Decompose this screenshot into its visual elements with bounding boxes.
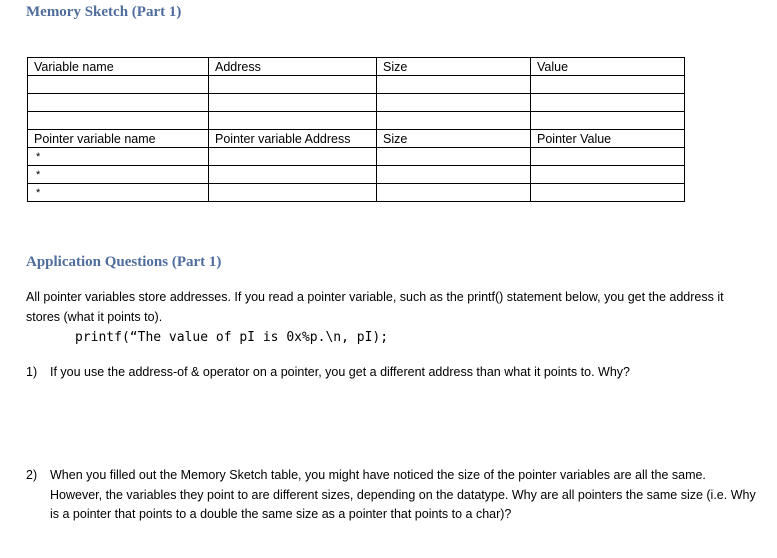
pointer-value-cell[interactable] (531, 166, 685, 184)
value-cell[interactable] (531, 76, 685, 94)
question-1 (26, 363, 756, 383)
header-address: Address (209, 58, 377, 76)
value-cell[interactable] (531, 112, 685, 130)
table-row (28, 184, 685, 202)
question-2 (26, 466, 756, 525)
header-value: Value (531, 58, 685, 76)
question-text: When you filled out the Memory Sketch table, you might have noticed the size of the pointer variables are all the same. However, the variables they point to are different sizes, depending on the datatype. Why are all pointers the same size (i.e. Why is a pointer that points to a double the same size as a pointer that points to a char)? (50, 468, 756, 521)
pointer-size-cell[interactable] (377, 184, 531, 202)
address-cell[interactable] (209, 94, 377, 112)
table-row (28, 76, 685, 94)
size-cell[interactable] (377, 76, 531, 94)
variable-header-row (28, 58, 685, 76)
header-variable-name: Variable name (28, 58, 209, 76)
table-row (28, 166, 685, 184)
question-text: If you use the address-of & operator on a pointer, you get a different address than what it points to. Why? (50, 365, 630, 379)
pointer-address-cell[interactable] (209, 166, 377, 184)
variable-name-cell[interactable] (28, 94, 209, 112)
pointer-value-cell[interactable] (531, 148, 685, 166)
pointer-size-cell[interactable] (377, 148, 531, 166)
question-number: 1) (26, 365, 38, 379)
question-number: 2) (26, 468, 38, 482)
header-pointer-value: Pointer Value (531, 130, 685, 148)
pointer-size-cell[interactable] (377, 166, 531, 184)
size-cell[interactable] (377, 112, 531, 130)
variable-name-cell[interactable] (28, 76, 209, 94)
pointer-value-cell[interactable] (531, 184, 685, 202)
pointer-address-cell[interactable] (209, 148, 377, 166)
pointer-name-cell[interactable]: * (28, 184, 209, 202)
header-pointer-size: Size (377, 130, 531, 148)
size-cell[interactable] (377, 94, 531, 112)
table-row (28, 148, 685, 166)
pointer-name-cell[interactable]: * (28, 166, 209, 184)
pointer-header-row (28, 130, 685, 148)
header-pointer-variable-name: Pointer variable name (28, 130, 209, 148)
header-size: Size (377, 58, 531, 76)
table-row (28, 94, 685, 112)
address-cell[interactable] (209, 112, 377, 130)
printf-code-line: printf(“The value of pI is 0x%p.\n, pI); (75, 330, 389, 345)
memory-sketch-table (27, 57, 685, 202)
pointer-address-cell[interactable] (209, 184, 377, 202)
pointer-name-cell[interactable]: * (28, 148, 209, 166)
address-cell[interactable] (209, 76, 377, 94)
variable-name-cell[interactable] (28, 112, 209, 130)
value-cell[interactable] (531, 94, 685, 112)
header-pointer-variable-address: Pointer variable Address (209, 130, 377, 148)
table-row (28, 112, 685, 130)
application-questions-heading: Application Questions (Part 1) (26, 254, 222, 270)
memory-sketch-heading: Memory Sketch (Part 1) (26, 4, 182, 20)
intro-paragraph: All pointer variables store addresses. If you read a pointer variable, such as the printf() statement below, you get the address it stores (what it points to). (26, 290, 724, 324)
